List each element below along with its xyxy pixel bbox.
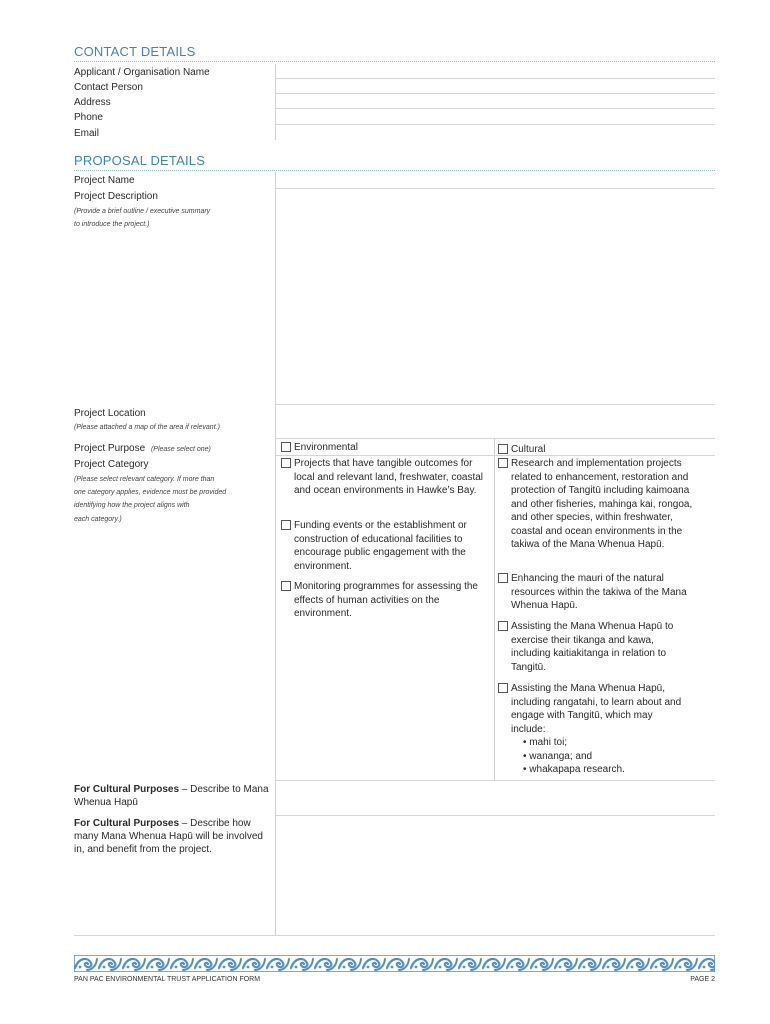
- cultural-purposes-2-label: [74, 817, 274, 856]
- divider: [276, 188, 715, 189]
- environmental-label: Environmental: [294, 442, 358, 453]
- project-name-field[interactable]: [278, 173, 713, 187]
- cultural-category-learning[interactable]: [498, 682, 688, 777]
- cultural-mauri-checkbox[interactable]: [498, 573, 508, 583]
- category-column-divider: [494, 439, 495, 780]
- footer-page-number: PAGE 2: [690, 976, 715, 983]
- address-field[interactable]: [278, 95, 713, 108]
- cultural-category-research[interactable]: [498, 457, 706, 552]
- env-monitoring-checkbox[interactable]: [281, 581, 291, 591]
- env-education-text: Funding events or the establishment or construction of educational facilities to encourage public engagement with the environment.: [294, 520, 467, 572]
- env-category-monitoring[interactable]: [281, 580, 487, 621]
- cultural-learning-list: [511, 736, 688, 777]
- cultural-learning-block: [511, 682, 688, 777]
- cultural-purposes-label: [74, 783, 270, 809]
- cultural-tikanga-checkbox[interactable]: [498, 621, 508, 631]
- cultural-category-mauri[interactable]: [498, 572, 706, 613]
- cultural-category-tikanga[interactable]: [498, 620, 688, 674]
- contact-person-field[interactable]: [278, 80, 713, 93]
- cultural-tikanga-text: Assisting the Mana Whenua Hapū to exercise their tikanga and kawa, including kaitiakitanga in relation to Tangitū.: [511, 621, 674, 673]
- applicant-name-field[interactable]: [278, 65, 713, 78]
- divider: [276, 108, 715, 109]
- project-location-hint: (Please attached a map of the area if relevant.): [74, 424, 220, 431]
- purpose-environmental-option[interactable]: [281, 441, 358, 455]
- environmental-checkbox[interactable]: [281, 442, 291, 452]
- project-purpose-text: Project Purpose: [74, 443, 146, 454]
- project-category-label: Project Category: [74, 459, 149, 470]
- env-category-education[interactable]: [281, 519, 487, 573]
- cultural-mauri-text: Enhancing the mauri of the natural resources within the takiwa of the Mana Whenua Hapū.: [511, 573, 687, 611]
- list-item: • whakapapa research.: [523, 763, 688, 777]
- proposal-divider: [275, 172, 276, 935]
- env-outcomes-text: Projects that have tangible outcomes for local and relevant land, freshwater, coastal and ocean environments in Hawke’s Bay.: [294, 458, 483, 496]
- cultural-purposes-2-rest: – Describe how many Mana Whenua Hapū will be involved in, and benefit from the project.: [74, 818, 263, 855]
- cultural-purposes-rest: – Describe to Mana Whenua Hapū: [74, 784, 269, 808]
- cultural-purposes-2-field[interactable]: [278, 817, 713, 933]
- cultural-learning-text: Assisting the Mana Whenua Hapū, including rangatahi, to learn about and engage with Tangitū, which may include:: [511, 683, 682, 735]
- list-item: • mahi toi;: [523, 736, 688, 750]
- divider: [276, 438, 715, 439]
- divider: [276, 815, 715, 816]
- decorative-pattern-band: [74, 955, 715, 972]
- project-category-hint: each category.): [74, 516, 122, 523]
- project-purpose-hint: (Please select one): [150, 446, 211, 453]
- project-description-hint: (Provide a brief outline / executive summary: [74, 208, 211, 215]
- contact-person-label: Contact Person: [74, 82, 143, 93]
- divider: [276, 404, 715, 405]
- cultural-purposes-2-bold: For Cultural Purposes: [74, 818, 180, 829]
- phone-field[interactable]: [278, 110, 713, 123]
- address-label: Address: [74, 97, 111, 108]
- env-outcomes-checkbox[interactable]: [281, 458, 291, 468]
- applicant-name-label: Applicant / Organisation Name: [74, 67, 210, 78]
- env-education-checkbox[interactable]: [281, 520, 291, 530]
- project-location-field[interactable]: [278, 406, 713, 437]
- project-purpose-label: [74, 442, 211, 456]
- cultural-purposes-field[interactable]: [278, 782, 713, 814]
- email-field[interactable]: [278, 126, 713, 139]
- divider: [276, 124, 715, 125]
- divider: [276, 93, 715, 94]
- env-category-outcomes[interactable]: [281, 457, 487, 498]
- divider: [276, 455, 715, 456]
- cultural-purposes-bold: For Cultural Purposes: [74, 784, 180, 795]
- list-item: • wananga; and: [523, 750, 688, 764]
- project-description-hint: to introduce the project.): [74, 221, 150, 228]
- project-description-field[interactable]: [278, 190, 713, 403]
- project-category-hint: one category applies, evidence must be provided: [74, 489, 227, 496]
- project-description-label: Project Description: [74, 191, 158, 202]
- phone-label: Phone: [74, 112, 103, 123]
- project-category-hint: (Please select relevant category. If more than: [74, 476, 215, 483]
- env-monitoring-text: Monitoring programmes for assessing the effects of human activities on the environment.: [294, 581, 478, 619]
- divider: [276, 78, 715, 79]
- footer-form-title: PAN PAC ENVIRONMENTAL TRUST APPLICATION FORM: [74, 976, 261, 983]
- project-name-label: Project Name: [74, 175, 135, 186]
- cultural-research-checkbox[interactable]: [498, 458, 508, 468]
- cultural-research-text: Research and implementation projects related to enhancement, restoration and protection of Tangitū including kaimoana and other fisheries, mahinga kai, rongoa, and other species, within freshwater, coastal and ocean environments in the takiwa of the Mana Whenua Hapū.: [511, 458, 693, 550]
- contact-divider: [275, 64, 276, 140]
- cultural-label: Cultural: [511, 444, 546, 455]
- project-location-label: Project Location: [74, 408, 146, 419]
- email-label: Email: [74, 128, 100, 139]
- proposal-details-heading: PROPOSAL DETAILS: [74, 153, 715, 171]
- project-category-hint: identifying how the project aligns with: [74, 502, 190, 509]
- cultural-checkbox[interactable]: [498, 444, 508, 454]
- contact-details-heading: CONTACT DETAILS: [74, 44, 715, 62]
- bottom-rule: [74, 935, 715, 936]
- cultural-learning-checkbox[interactable]: [498, 683, 508, 693]
- divider: [276, 780, 715, 781]
